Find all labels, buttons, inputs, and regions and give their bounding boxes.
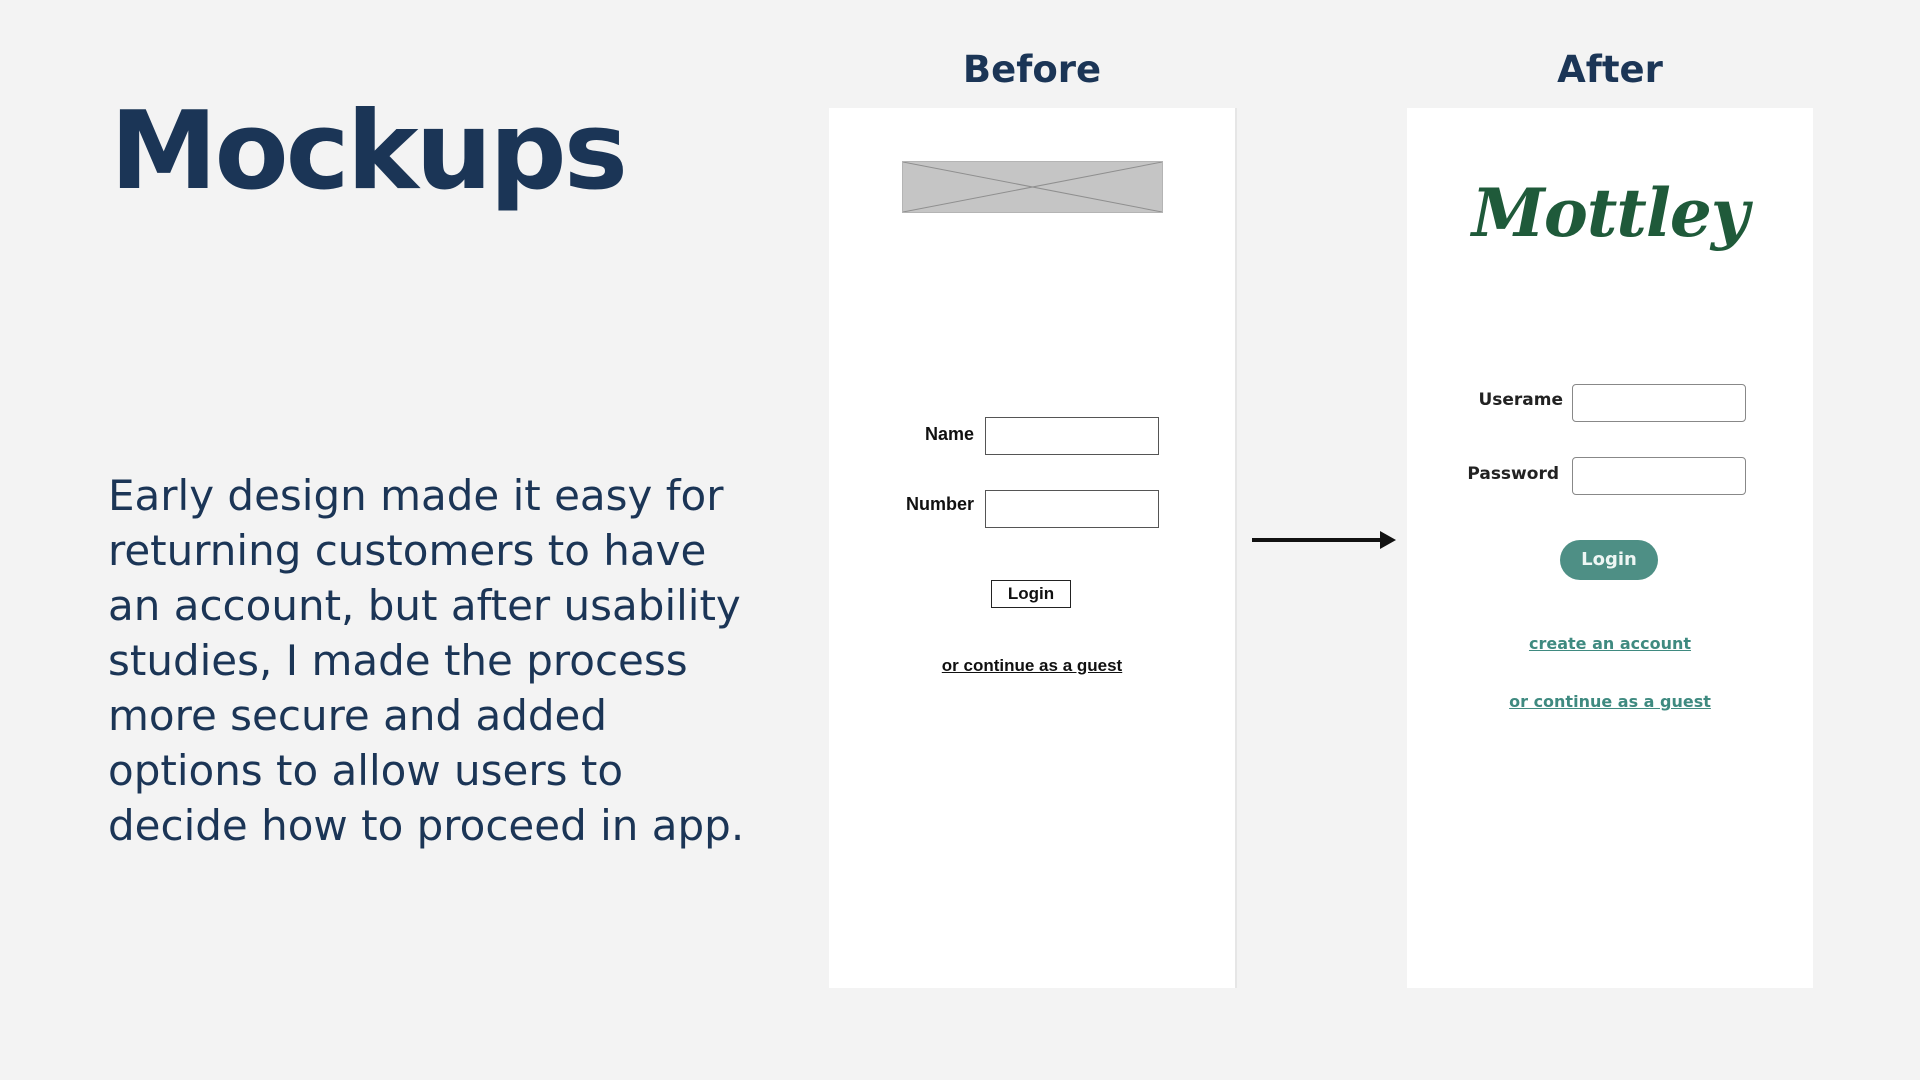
before-guest-link[interactable]: or continue as a guest <box>941 656 1123 675</box>
before-login-button[interactable]: Login <box>991 580 1071 608</box>
after-guest-link[interactable]: or continue as a guest <box>1509 692 1711 711</box>
create-account-link[interactable]: create an account <box>1528 634 1692 653</box>
number-label: Number <box>905 494 974 514</box>
password-label: Password <box>1467 464 1559 484</box>
slide-body-text: Early design made it easy for returning customers to have an account, but after usability studies, I made the process more secure and added options to allow users to decide how to proceed in app. <box>108 471 745 850</box>
username-label: Userame <box>1478 390 1563 410</box>
mottley-logo: Mottley <box>1471 174 1749 252</box>
slide-title: Mockups <box>110 89 625 214</box>
image-placeholder-icon <box>902 161 1163 213</box>
name-input[interactable] <box>985 417 1159 455</box>
arrow-right-icon <box>1250 528 1398 552</box>
username-input[interactable] <box>1572 384 1746 422</box>
password-input[interactable] <box>1572 457 1746 495</box>
after-login-button[interactable]: Login <box>1560 540 1658 580</box>
after-mockup-screen <box>1407 108 1813 988</box>
number-input[interactable] <box>985 490 1159 528</box>
name-label: Name <box>924 424 974 444</box>
before-heading: Before <box>962 48 1102 91</box>
before-mockup-screen <box>829 108 1237 988</box>
after-heading: After <box>1557 48 1663 91</box>
